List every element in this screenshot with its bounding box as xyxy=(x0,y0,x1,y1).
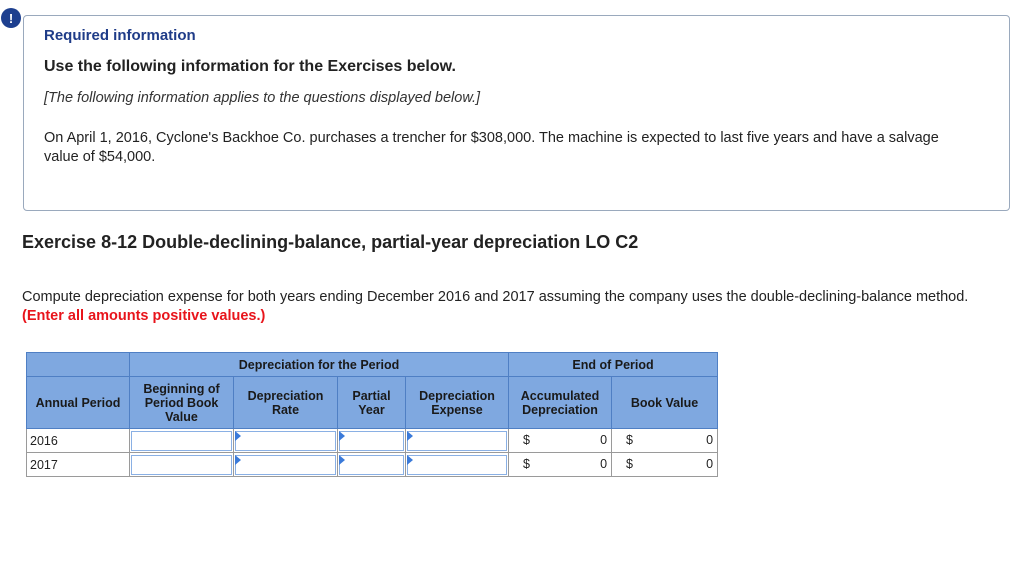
input-flag-icon xyxy=(235,455,241,465)
col-header-partial-year: Partial Year xyxy=(338,377,406,429)
accumulated-depreciation-value: $ 0 xyxy=(509,429,612,453)
row-year: 2017 xyxy=(27,453,130,477)
alert-icon: ! xyxy=(1,8,21,28)
col-header-book-value: Book Value xyxy=(612,377,718,429)
input-flag-icon xyxy=(339,431,345,441)
input-flag-icon xyxy=(407,455,413,465)
depreciation-expense-input[interactable] xyxy=(406,429,509,453)
info-heading: Use the following information for the Exercises below. xyxy=(44,58,456,75)
instructions-text: Compute depreciation expense for both years ending December 2016 and 2017 assuming the company uses the double-declining-balance method. xyxy=(22,289,969,305)
group-header-end-of-period: End of Period xyxy=(509,353,718,377)
col-header-depreciation-expense: Depreciation Expense xyxy=(406,377,509,429)
book-value-value: $ 0 xyxy=(612,453,718,477)
col-header-annual-period: Annual Period xyxy=(27,377,130,429)
required-info-title: Required information xyxy=(44,27,196,44)
required-info-panel xyxy=(23,15,1010,211)
table-row xyxy=(27,453,718,477)
header-blank xyxy=(27,353,130,377)
partial-year-input[interactable] xyxy=(338,429,406,453)
depreciation-rate-input[interactable] xyxy=(234,429,338,453)
beginning-book-value-input[interactable] xyxy=(130,453,234,477)
col-header-accumulated-depreciation: Accumulated Depreciation xyxy=(509,377,612,429)
problem-statement: On April 1, 2016, Cyclone's Backhoe Co. purchases a trencher for $308,000. The machine is expected to last five years and have a salvage value of $54,000. xyxy=(44,130,939,165)
partial-year-input[interactable] xyxy=(338,453,406,477)
row-year: 2016 xyxy=(27,429,130,453)
input-flag-icon xyxy=(339,455,345,465)
info-note: [The following information applies to the questions displayed below.] xyxy=(44,90,481,106)
input-flag-icon xyxy=(407,431,413,441)
col-header-beginning-book-value: Beginning of Period Book Value xyxy=(130,377,234,429)
table-row xyxy=(27,429,718,453)
col-header-depreciation-rate: Depreciation Rate xyxy=(234,377,338,429)
group-header-depreciation-period: Depreciation for the Period xyxy=(130,353,509,377)
instructions-emphasis: (Enter all amounts positive values.) xyxy=(22,308,266,324)
book-value-value: $ 0 xyxy=(612,429,718,453)
depreciation-expense-input[interactable] xyxy=(406,453,509,477)
exercise-title: Exercise 8-12 Double-declining-balance, partial-year depreciation LO C2 xyxy=(22,232,639,252)
input-flag-icon xyxy=(235,431,241,441)
depreciation-rate-input[interactable] xyxy=(234,453,338,477)
depreciation-table xyxy=(26,352,718,477)
beginning-book-value-input[interactable] xyxy=(130,429,234,453)
exercise-instructions xyxy=(22,288,997,326)
accumulated-depreciation-value: $ 0 xyxy=(509,453,612,477)
